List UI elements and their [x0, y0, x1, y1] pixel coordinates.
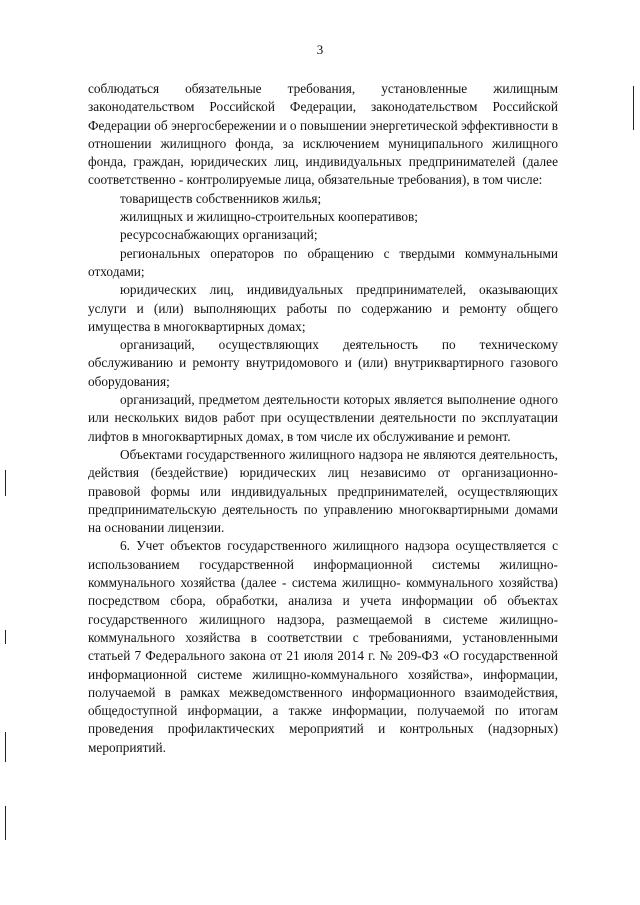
scan-mark-left — [5, 630, 6, 644]
scan-mark-left — [5, 806, 6, 840]
paragraph-6: юридических лиц, индивидуальных предпринимателей, оказывающих услуги и (или) выполняющих работы по содержанию и ремонту общего имущества в многоквартирных домах; — [88, 282, 558, 334]
page-number: 3 — [316, 42, 324, 57]
scan-mark-left — [5, 732, 6, 762]
paragraph-10: 6. Учет объектов государственного жилищного надзора осуществляется с использованием государственной информационной системы жилищно-коммунального хозяйства (далее - система жилищно- коммунального хозяйства) посредством сбора, обработки, анализа и учета информации об объектах государственного жилищного надзора, размещаемой в системе жилищно-коммунального хозяйства в соответствии с требованиями, установленными статьей 7 Федерального закона от 21 июля 2014 г. № 209-ФЗ «О государственной информационной системе жилищно-коммунального хозяйства», информации, получаемой в рамках межведомственного информационного взаимодействия, общедоступной информации, а также информации, получаемой по итогам проведения профилактических мероприятий и контрольных (надзорных) мероприятий. — [88, 538, 558, 755]
paragraph-7: организаций, осуществляющих деятельность по техническому обслуживанию и ремонту внутридомового и (или) внутриквартирного газового оборудования; — [88, 337, 558, 389]
paragraph-3: жилищных и жилищно-строительных кооперативов; — [120, 209, 419, 225]
paragraph-8: организаций, предметом деятельности которых является выполнение одного или нескольких видов работ при осуществлении деятельности по эксплуатации лифтов в многоквартирных домах, в том числе их обслуживание и ремонт. — [88, 392, 558, 444]
paragraph-2: товариществ собственников жилья; — [120, 190, 322, 206]
paragraph-4: ресурсоснабжающих организаций; — [120, 227, 318, 243]
scan-mark-left — [5, 470, 6, 496]
document-body — [88, 80, 558, 757]
paragraph-1: соблюдаться обязательные требования, установленные жилищным законодательством Российской Федерации, законодательством Российской Федерации об энергосбережении и о повышении энергетической эффективности в отношении жилищного фонда, за исключением муниципального жилищного фонда, граждан, юридических лиц, индивидуальных предпринимателей (далее соответственно - контролируемые лица, обязательные требования), в том числе: — [88, 81, 558, 188]
paragraph-9: Объектами государственного жилищного надзора не являются деятельность, действия (бездействие) юридических лиц независимо от организационно-правовой формы или индивидуальных предпринимателей, осуществляющих предпринимательскую деятельность по управлению многоквартирными домами на основании лицензии. — [88, 446, 558, 536]
scan-mark-right — [633, 86, 635, 130]
paragraph-5: региональных операторов по обращению с твердыми коммунальными отходами; — [88, 245, 558, 279]
